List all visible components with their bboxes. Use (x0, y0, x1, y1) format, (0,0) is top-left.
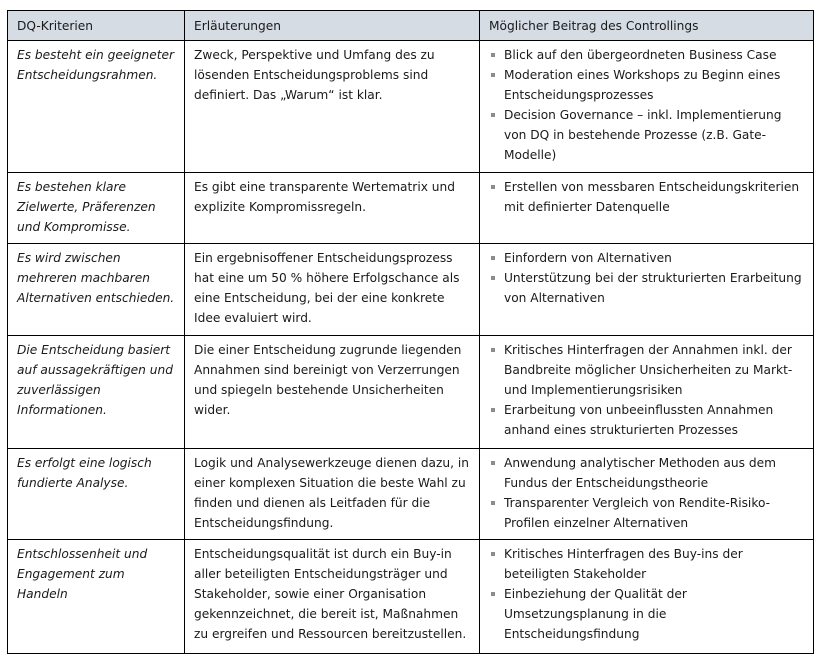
dq-criteria-table (7, 10, 814, 654)
contribution-list (489, 248, 804, 308)
explanation-cell: Ein ergebnisoffener Entscheidungsprozess hat eine um 50 % höhere Erfolgschance als eine Entscheidung, bei der eine konkrete Idee evaluiert wird. (185, 244, 480, 336)
criterion-cell: Es wird zwischen mehreren machbaren Alternativen entschieden. (8, 244, 185, 336)
criterion-cell: Es bestehen klare Zielwerte, Präferenzen und Kompromisse. (8, 173, 185, 244)
contribution-cell (480, 336, 814, 449)
contribution-cell (480, 244, 814, 336)
contribution-item: Erstellen von messbaren Entscheidungskriterien mit definierter Datenquelle (489, 177, 804, 217)
contribution-item: Decision Governance – inkl. Implementierung von DQ in bestehende Prozesse (z.B. Gate-Modelle) (489, 105, 804, 165)
contribution-cell (480, 41, 814, 173)
contribution-list (489, 177, 804, 217)
contribution-item: Kritisches Hinterfragen des Buy-ins der beteiligten Stakeholder (489, 544, 804, 584)
explanation-cell: Es gibt eine transparente Wertematrix und explizite Kompromissregeln. (185, 173, 480, 244)
contribution-cell (480, 173, 814, 244)
contribution-item: Blick auf den übergeordneten Business Case (489, 45, 804, 65)
explanation-cell: Die einer Entscheidung zugrunde liegenden Annahmen sind bereinigt von Verzerrungen und spiegeln bestehende Unsicherheiten wider. (185, 336, 480, 449)
contribution-item: Einbeziehung der Qualität der Umsetzungsplanung in die Entscheidungsfindung (489, 584, 804, 644)
contribution-list (489, 453, 804, 533)
explanation-cell: Entscheidungsqualität ist durch ein Buy-in aller beteiligten Entscheidungsträger und Stakeholder, sowie einer Organisation gekennzeichnet, die bereit ist, Maßnahmen zu ergreifen und Ressourcen bereitzustellen. (185, 540, 480, 654)
explanation-cell: Logik und Analysewerkzeuge dienen dazu, in einer komplexen Situation die beste Wahl zu finden und dienen als Leitfaden für die Entscheidungsfindung. (185, 449, 480, 540)
explanation-cell: Zweck, Perspektive und Umfang des zu lösenden Entscheidungsproblems sind definiert. Das „Warum“ ist klar. (185, 41, 480, 173)
table-row (8, 173, 814, 244)
table-row (8, 336, 814, 449)
table-row (8, 540, 814, 654)
criterion-cell: Die Entscheidung basiert auf aussagekräftigen und zuverlässigen Informationen. (8, 336, 185, 449)
contribution-item: Unterstützung bei der strukturierten Erarbeitung von Alternativen (489, 268, 804, 308)
criterion-cell: Es erfolgt eine logisch fundierte Analyse. (8, 449, 185, 540)
table-row (8, 449, 814, 540)
criterion-cell: Es besteht ein geeigneter Entscheidungsrahmen. (8, 41, 185, 173)
contribution-item: Moderation eines Workshops zu Beginn eines Entscheidungsprozesses (489, 65, 804, 105)
contribution-list (489, 340, 804, 440)
column-header-explanations: Erläuterungen (185, 11, 480, 41)
contribution-item: Kritisches Hinterfragen der Annahmen inkl. der Bandbreite möglicher Unsicherheiten zu Markt- und Implementierungsrisiken (489, 340, 804, 400)
table-header-row (8, 11, 814, 41)
contribution-item: Einfordern von Alternativen (489, 248, 804, 268)
contribution-list (489, 45, 804, 165)
table-row (8, 41, 814, 173)
contribution-cell (480, 449, 814, 540)
contribution-item: Anwendung analytischer Methoden aus dem Fundus der Entscheidungstheorie (489, 453, 804, 493)
contribution-list (489, 544, 804, 644)
contribution-item: Erarbeitung von unbeeinflussten Annahmen anhand eines strukturierten Prozesses (489, 400, 804, 440)
column-header-controlling-contribution: Möglicher Beitrag des Controllings (480, 11, 814, 41)
contribution-item: Transparenter Vergleich von Rendite-Risiko-Profilen einzelner Alternativen (489, 493, 804, 533)
contribution-cell (480, 540, 814, 654)
criterion-cell: Entschlossenheit und Engagement zum Handeln (8, 540, 185, 654)
table-row (8, 244, 814, 336)
column-header-criteria: DQ-Kriterien (8, 11, 185, 41)
